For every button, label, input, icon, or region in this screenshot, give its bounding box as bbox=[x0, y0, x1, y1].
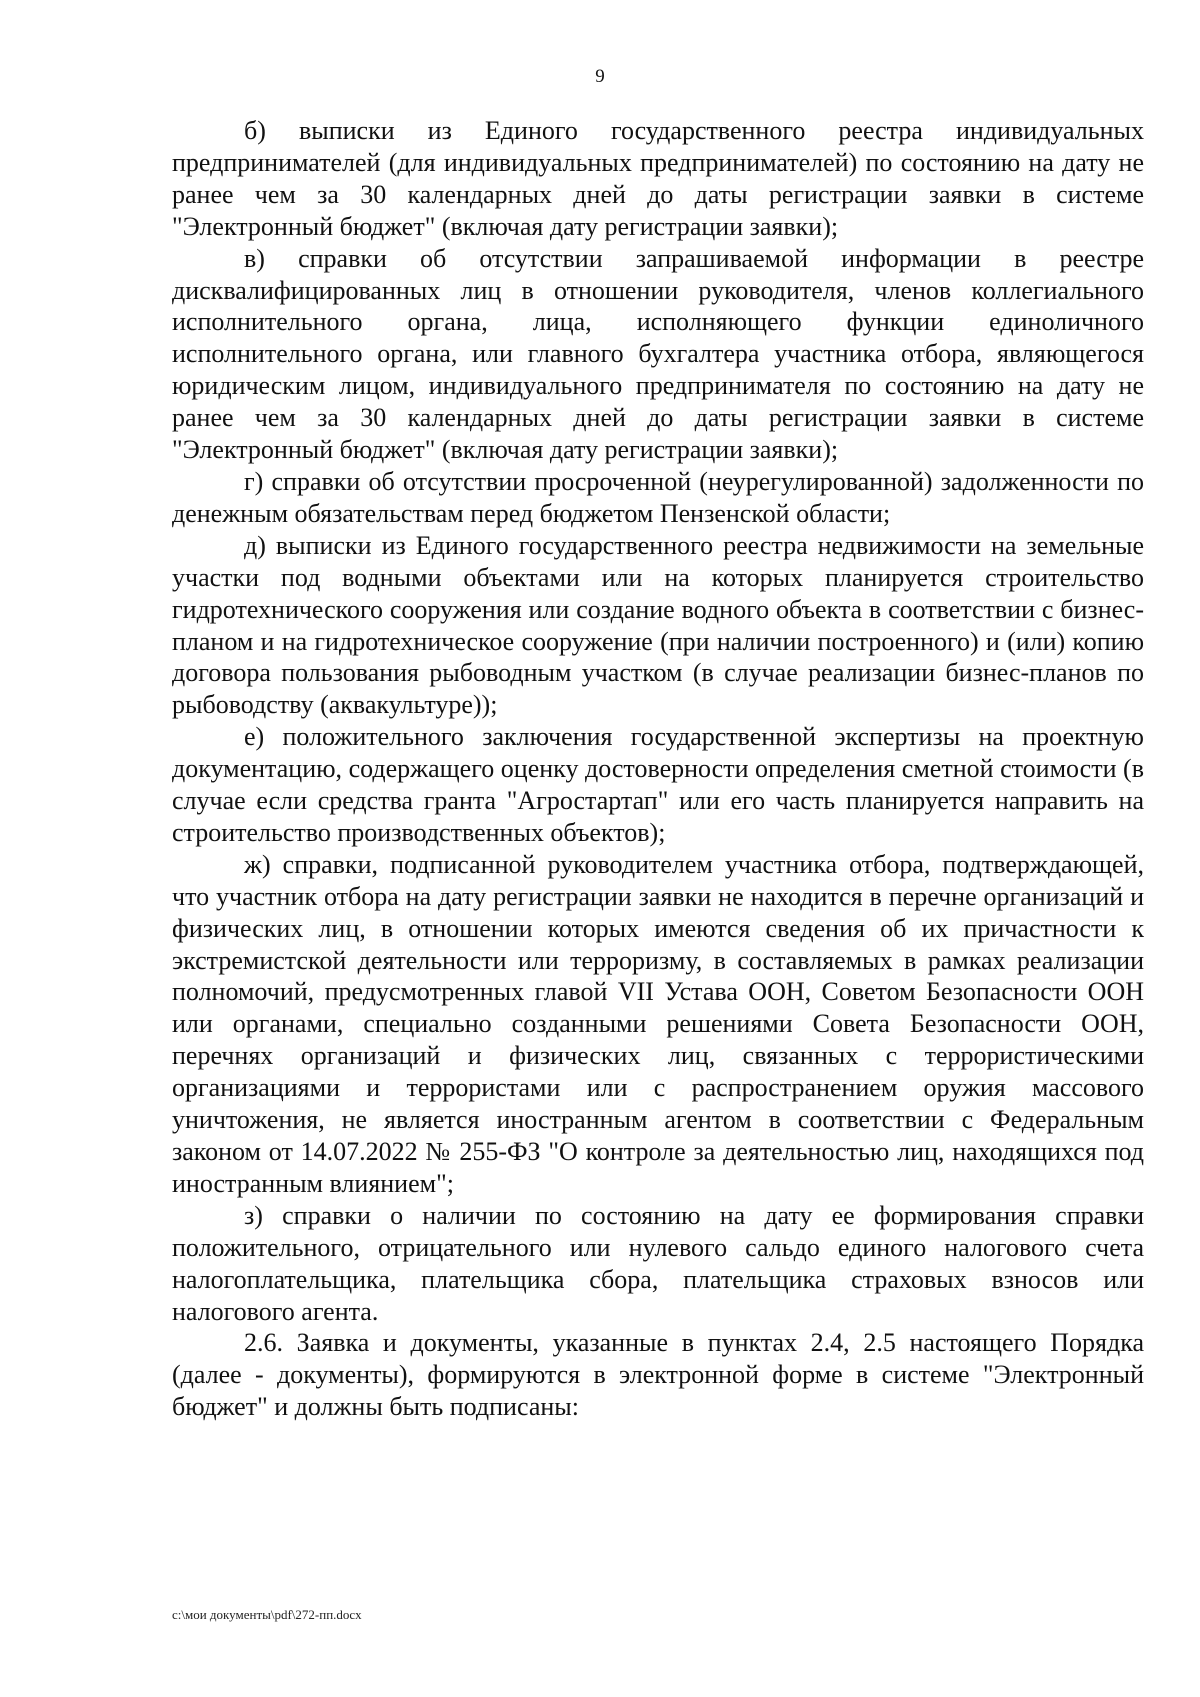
paragraph-z: з) справки о наличии по состоянию на дату ее формирования справки положительного, отрицательного или нулевого сальдо единого налогового счета налогоплательщика, плательщика сбора, плательщика страховых взносов или налогового агента. bbox=[172, 1200, 1144, 1326]
paragraph-d: д) выписки из Единого государственного реестра недвижимости на земельные участки под водными объектами или на которых планируется строительство гидротехнического сооружения или создание водного объекта в соответствии с бизнес-планом и на гидротехническое сооружение (при наличии построенного) и (или) копию договора пользования рыбоводным участком (в случае реализации бизнес-планов по рыбоводству (аквакультуре)); bbox=[172, 530, 1144, 720]
page-number: 9 bbox=[595, 66, 605, 87]
paragraph-g: г) справки об отсутствии просроченной (неурегулированной) задолженности по денежным обязательствам перед бюджетом Пензенской области; bbox=[172, 466, 1144, 528]
paragraph-v: в) справки об отсутствии запрашиваемой информации в реестре дисквалифицированных лиц в отношении руководителя, членов коллегиального исполнительного органа, лица, исполняющего функции единоличного исполнительного органа, или главного бухгалтера участника отбора, являющегося юридическим лицом, индивидуального предпринимателя по состоянию на дату не ранее чем за 30 календарных дней до даты регистрации заявки в системе "Электронный бюджет" (включая дату регистрации заявки); bbox=[172, 243, 1144, 465]
paragraph-2-6: 2.6. Заявка и документы, указанные в пунктах 2.4, 2.5 настоящего Порядка (далее - документы), формируются в электронной форме в системе "Электронный бюджет" и должны быть подписаны: bbox=[172, 1328, 1144, 1422]
paragraph-zh: ж) справки, подписанной руководителем участника отбора, подтверждающей, что участник отбора на дату регистрации заявки не находится в перечне организаций и физических лиц, в отношении которых имеются сведения об их причастности к экстремистской деятельности или терроризму, в составляемых в рамках реализации полномочий, предусмотренных главой VII Устава ООН, Советом Безопасности ООН или органами, специально созданными решениями Совета Безопасности ООН, перечнях организаций и физических лиц, связанных с террористическими организациями и террористами или с распространением оружия массового уничтожения, не является иностранным агентом в соответствии с Федеральным законом от 14.07.2022 № 255-ФЗ "О контроле за деятельностью лиц, находящихся под иностранным влиянием"; bbox=[172, 849, 1144, 1198]
footer-file-path: c:\мои документы\pdf\272-пп.docx bbox=[172, 1607, 362, 1622]
paragraph-e: е) положительного заключения государственной экспертизы на проектную документацию, содержащего оценку достоверности определения сметной стоимости (в случае если средства гранта "Агростартап" или его часть планируется направить на строительство производственных объектов); bbox=[172, 722, 1144, 847]
document-body bbox=[172, 115, 1144, 1423]
paragraph-b: б) выписки из Единого государственного реестра индивидуальных предпринимателей (для индивидуальных предпринимателей) по состоянию на дату не ранее чем за 30 календарных дней до даты регистрации заявки в системе "Электронный бюджет" (включая дату регистрации заявки); bbox=[172, 116, 1144, 241]
